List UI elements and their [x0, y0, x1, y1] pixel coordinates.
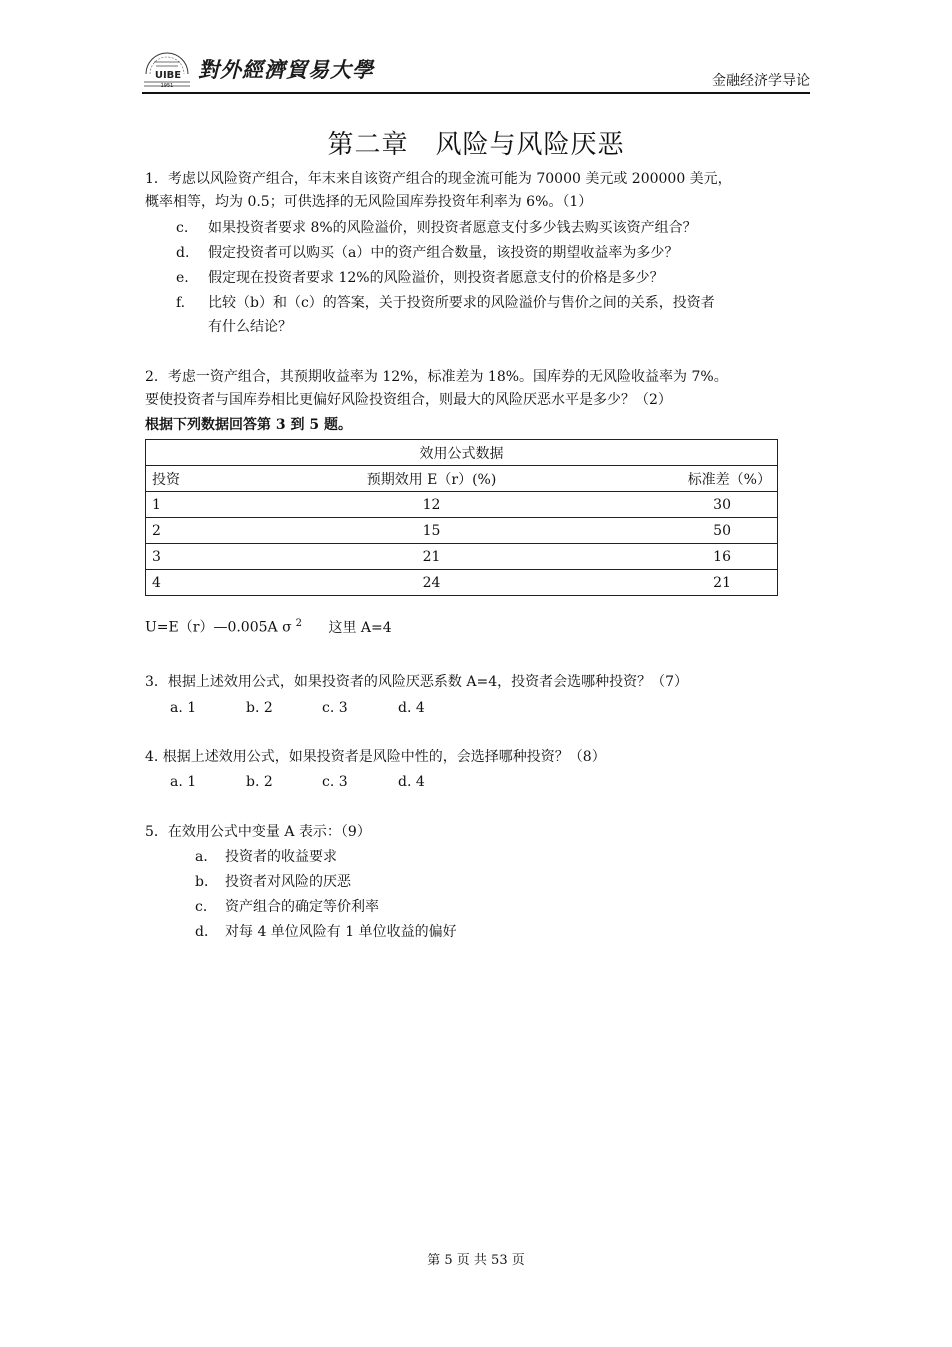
item-label: e. [176, 270, 189, 286]
question-1-item-c [176, 216, 697, 240]
item-text: 投资者的收益要求 [225, 849, 337, 865]
question-1-item-f-continued [176, 315, 292, 339]
header-expected-return: 预期效用 E（r）(%) [248, 466, 615, 492]
item-label: d． [195, 924, 218, 940]
page-number: 第 5 页 共 53 页 [427, 1253, 525, 1268]
cell-expected-return: 12 [248, 492, 615, 518]
question-1-line-2: 概率相等，均为 0.5；可供选择的无风险国库券投资年利率为 6%。（1） [145, 194, 593, 210]
cell-expected-return: 15 [248, 518, 615, 544]
option-d: d. 4 [398, 700, 425, 716]
cell-std-dev: 16 [615, 544, 778, 570]
question-5-item-a [195, 845, 337, 869]
item-label: c． [195, 899, 217, 915]
table-row [146, 518, 778, 544]
question-5-item-b [195, 870, 351, 894]
cell-investment: 4 [146, 570, 249, 596]
formula-note: 这里 A=4 [328, 619, 392, 636]
item-text: 投资者对风险的厌恶 [225, 874, 351, 890]
question-4-options [170, 770, 474, 794]
item-label: b． [195, 874, 218, 890]
item-label: f. [176, 295, 186, 311]
chapter-title: 第二章 风险与风险厌恶 [327, 130, 625, 160]
item-label: c. [176, 220, 189, 236]
question-3: 3．根据上述效用公式，如果投资者的风险厌恶系数 A=4，投资者会选哪种投资？（7） [145, 674, 689, 690]
cell-investment: 1 [146, 492, 249, 518]
item-text: 有什么结论？ [208, 319, 292, 335]
logo-text: UIBE [154, 70, 182, 81]
question-5-item-c [195, 895, 379, 919]
table-row [146, 570, 778, 596]
utility-data-table [145, 439, 778, 596]
option-b: b. 2 [246, 700, 273, 716]
question-2 [145, 366, 810, 412]
option-a: a. 1 [170, 774, 197, 790]
table-header-row [146, 466, 778, 492]
question-2-line-2: 要使投资者与国库券相比更偏好风险投资组合，则最大的风险厌恶水平是多少？（2） [145, 392, 672, 408]
table-caption: 效用公式数据 [146, 440, 778, 466]
item-label: d. [176, 245, 190, 261]
university-name: 對外經濟貿易大學 [198, 57, 374, 82]
header-investment: 投资 [146, 466, 249, 492]
cell-expected-return: 24 [248, 570, 615, 596]
table-intro: 根据下列数据回答第 3 到 5 题。 [145, 417, 352, 433]
cell-investment: 3 [146, 544, 249, 570]
option-c: c. 3 [322, 774, 348, 790]
item-text: 资产组合的确定等价利率 [225, 899, 379, 915]
formula-exponent: 2 [295, 618, 303, 629]
option-a: a. 1 [170, 700, 197, 716]
question-3-options [170, 696, 474, 720]
cell-std-dev: 50 [615, 518, 778, 544]
option-d: d. 4 [398, 774, 425, 790]
cell-std-dev: 21 [615, 570, 778, 596]
formula-main: U=E（r）—0.005A σ [145, 619, 292, 636]
question-1-item-d [176, 241, 678, 265]
header-std-dev: 标准差（%） [615, 466, 778, 492]
header-divider [142, 92, 810, 94]
table-caption-row [146, 440, 778, 466]
utility-formula [145, 612, 392, 640]
question-5: 5．在效用公式中变量 A 表示：（9） [145, 824, 371, 840]
item-text: 假定投资者可以购买（a）中的资产组合数量，该投资的期望收益率为多少？ [208, 245, 679, 261]
cell-expected-return: 21 [248, 544, 615, 570]
question-1-line-1: 1．考虑以风险资产组合，年末来自该资产组合的现金流可能为 70000 美元或 200000 美元， [145, 171, 732, 187]
page-header [142, 48, 810, 94]
question-1-item-e [176, 266, 664, 290]
item-text: 如果投资者要求 8%的风险溢价，则投资者愿意支付多少钱去购买该资产组合？ [208, 220, 697, 236]
table-row [146, 492, 778, 518]
question-4: 4. 根据上述效用公式，如果投资者是风险中性的，会选择哪种投资？（8） [145, 749, 606, 765]
logo-year: 1951 [160, 83, 174, 89]
item-text: 假定现在投资者要求 12%的风险溢价，则投资者愿意支付的价格是多少？ [208, 270, 664, 286]
item-label: a． [195, 849, 218, 865]
course-name: 金融经济学导论 [712, 73, 810, 89]
question-5-item-d [195, 920, 457, 944]
item-text: 比较（b）和（c）的答案，关于投资所要求的风险溢价与售价之间的关系，投资者 [208, 295, 715, 311]
question-2-line-1: 2．考虑一资产组合，其预期收益率为 12%，标准差为 18%。国库券的无风险收益率为 7%。 [145, 369, 728, 385]
cell-investment: 2 [146, 518, 249, 544]
question-1 [145, 168, 810, 214]
question-1-item-f [176, 291, 715, 315]
item-text: 对每 4 单位风险有 1 单位收益的偏好 [225, 924, 457, 940]
option-c: c. 3 [322, 700, 348, 716]
cell-std-dev: 30 [615, 492, 778, 518]
table-row [146, 544, 778, 570]
option-b: b. 2 [246, 774, 273, 790]
